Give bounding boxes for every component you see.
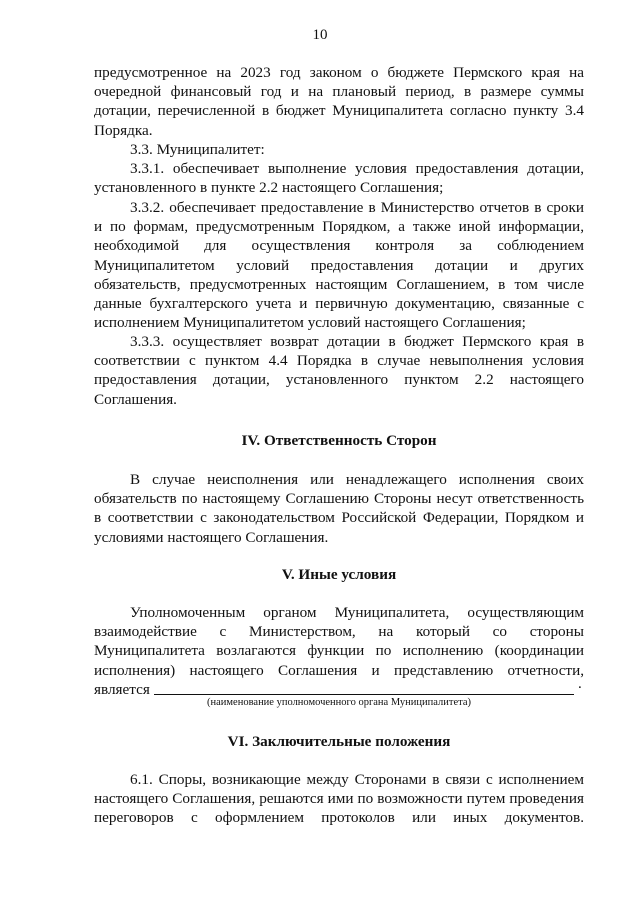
paragraph-responsibility: В случае неисполнения или ненадлежащего исполнения своих обязательств по настоящему Соглашению Стороны несут ответственность в соответствии с законодательством Российской Федерации, Порядком и условиями настоящего Соглашения. bbox=[94, 471, 584, 546]
section-heading-v: V. Иные условия bbox=[281, 566, 397, 583]
section-heading-vi: VI. Заключительные положения bbox=[227, 733, 451, 750]
paragraph-3-3-3: 3.3.3. осуществляет возврат дотации в бюджет Пермского края в соответствии с пунктом 4.4 Порядка в случае невыполнения условия предоставления дотации, установленного пунктом 2.2 настоящего Соглашения. bbox=[94, 333, 584, 408]
section-heading-iv: IV. Ответственность Сторон bbox=[241, 432, 437, 449]
paragraph-authorized-body: Уполномоченным органом Муниципалитета, осуществляющим взаимодействие с Министерством, на который со стороны Муниципалитета возлагаются функции по исполнению (координации исполнения) настоящего Соглашения и представлению отчетности, является bbox=[94, 604, 584, 698]
field-caption: (наименование уполномоченного органа Муниципалитета) bbox=[207, 697, 471, 708]
paragraph-3-3: 3.3. Муниципалитет: bbox=[130, 141, 265, 158]
sentence-end-dot: . bbox=[578, 676, 582, 692]
paragraph-3-3-2: 3.3.2. обеспечивает предоставление в Министерство отчетов в сроки и по формам, предусмотренным Порядком, а также иной информации, необходимой для осуществления контроля за соблюдением Муниципалитетом условий предоставления дотации и других обязательств, предусмотренных настоящим Соглашением, в том числе данные бухгалтерского учета и первичную документацию, связанные с исполнением Муниципалитетом условий настоящего Соглашения; bbox=[94, 199, 584, 332]
paragraph-3-3-1: 3.3.1. обеспечивает выполнение условия предоставления дотации, установленного в пункте 2.2 настоящего Соглашения; bbox=[94, 160, 584, 197]
page-number: 10 bbox=[312, 27, 328, 43]
blank-fill-line bbox=[154, 694, 574, 695]
paragraph-6-1: 6.1. Споры, возникающие между Сторонами в связи с исполнением настоящего Соглашения, решаются ими по возможности путем проведения переговоров с оформлением протоколов или иных документов. bbox=[94, 771, 584, 827]
paragraph-budget-law: предусмотренное на 2023 год законом о бюджете Пермского края на очередной финансовый год и на плановый период, в размере суммы дотации, перечисленной в бюджет Муниципалитета согласно пункту 3.4 Порядка. bbox=[94, 64, 584, 139]
